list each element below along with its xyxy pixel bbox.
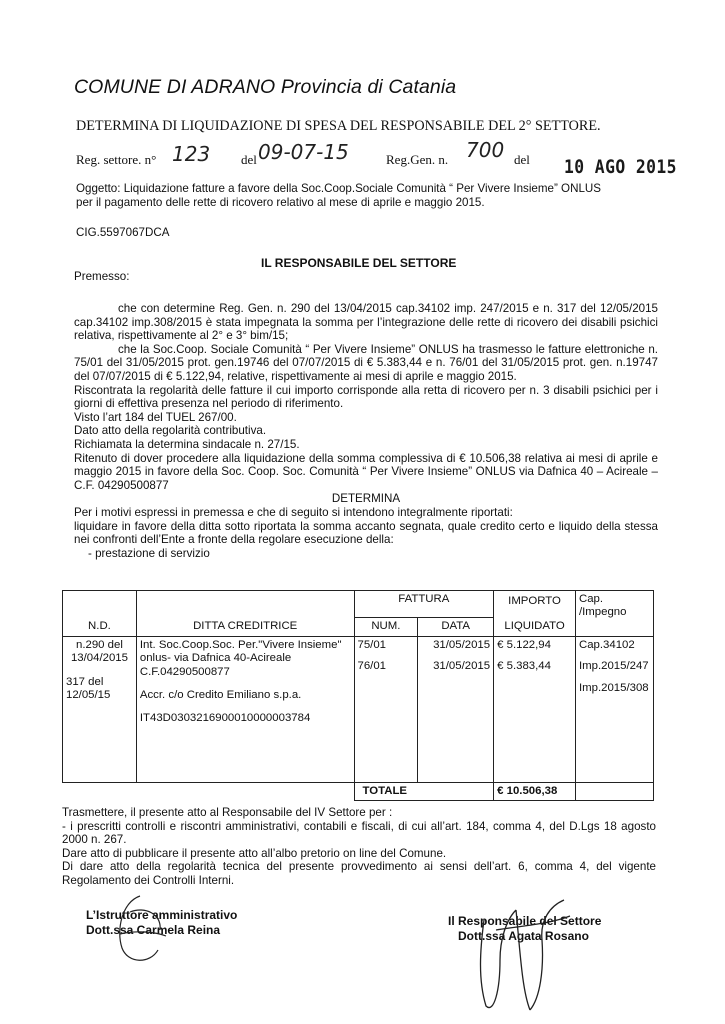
del-label: del: [241, 152, 257, 167]
document-subtitle: DETERMINA DI LIQUIDAZIONE DI SPESA DEL RESPONSABILE DEL 2° SETTORE.: [76, 118, 601, 134]
cell-nd: [63, 636, 137, 782]
paragraph-7: Ritenuto di dover procedere alla liquidazione della somma complessiva di € 10.506,38 relativa ai mesi di aprile e maggio 2015 in favore della Soc. Coop. Soc. Comunità “ Per Vivere Insieme” ONLUS via Dafnica 40 – Acireale – C.F. 04290500877: [74, 451, 658, 492]
num-2: 76/01: [357, 660, 387, 673]
cap-3: Imp.2015/308: [578, 681, 649, 694]
paragraph-3: Riscontrata la regolarità delle fatture il cui importo corrisponde alla retta di ricovero per n. 3 disabili psichici per i giorni di effettiva presenza nel periodo di riferimento.: [74, 383, 658, 411]
left-signature-role: L’Istruttore amministrativo: [86, 908, 238, 922]
date-stamp: 10 AGO 2015: [564, 156, 677, 178]
reg-gen-label: Reg.Gen. n.: [386, 152, 449, 167]
del-date-handwritten: 09-07-15: [258, 140, 349, 164]
right-handwritten-signature: [460, 880, 580, 1020]
right-signature-role: Il Responsabile del Settore: [448, 914, 602, 928]
registration-line: [76, 138, 677, 186]
header-data: DATA: [418, 618, 494, 637]
left-signature-name: Dott.ssa Carmela Reina: [86, 923, 221, 937]
header-ditta: DITTA CREDITRICE: [136, 591, 354, 637]
cap-2: Imp.2015/247: [578, 660, 649, 673]
footer-line-4: Di dare atto della regolarità tecnica del presente provvedimento ai sensi dell’art. 6, comma 4, del vigente Regolamento dei Controlli Interni.: [62, 860, 656, 887]
document-title: COMUNE DI ADRANO Provincia di Catania: [74, 76, 457, 98]
header-importo: IMPORTO: [508, 595, 561, 607]
paragraph-9: liquidare in favore della ditta sotto riportata la somma accanto segnata, quale credito certo e liquido della stessa nei confronti dell’Ente a fronte della regolare esecuzione della:: [74, 519, 658, 547]
oggetto-line-2: per il pagamento delle rette di ricovero relativo al mese di aprile e maggio 2015.: [76, 195, 485, 209]
reg-settore-label: Reg. settore. n°: [76, 152, 157, 167]
paragraph-4: Visto l’art 184 del TUEL 267/00.: [74, 410, 237, 424]
cell-data: [418, 636, 494, 782]
reg-gen-handwritten: 700: [466, 138, 505, 162]
header-num: NUM.: [354, 618, 418, 637]
paragraph-8: Per i motivi espressi in premessa e che di seguito si intendono integralmente riportati:: [74, 505, 513, 519]
bullet-prestazione: - prestazione di servizio: [88, 546, 210, 560]
cell-cap: [575, 636, 653, 782]
totale-label: TOTALE: [354, 782, 494, 800]
left-handwritten-signature: [100, 890, 180, 970]
footer-block: [62, 806, 656, 888]
invoice-table: [62, 590, 654, 801]
nd-line-1: n.290 del 13/04/2015: [70, 638, 128, 665]
paragraph-2: che la Soc.Coop. Sociale Comunità “ Per Vivere Insieme” ONLUS ha trasmesso le fatture elettroniche n. 75/01 del 31/05/2015 prot. gen.19746 del 07/07/2015 di € 5.383,44 e n. 76/01 del 31/05/2015 prot. gen. n.19747 del 07/07/2015 di € 5.122,94, relative, rispettivamente ai mesi di aprile e maggio 2015.: [74, 342, 658, 383]
oggetto-block: [76, 182, 660, 209]
header-fattura: FATTURA: [354, 591, 494, 618]
header-nd: N.D.: [63, 591, 137, 637]
right-signature-name: Dott.ssa Agata Rosano: [458, 929, 589, 943]
header-liquidato: LIQUIDATO: [504, 620, 565, 633]
reg-settore-handwritten: 123: [172, 142, 211, 166]
totale-spacer-3: [575, 782, 653, 800]
footer-line-2: - i prescritti controlli e riscontri amministrativi, contabili e fiscali, di cui all’art. 184, comma 4, del D.Lgs 18 agosto 2000 n. 267.: [62, 819, 656, 847]
oggetto-line-1: Oggetto: Liquidazione fatture a favore della Soc.Coop.Sociale Comunità “ Per Vivere Insieme” ONLUS: [76, 182, 602, 195]
del2-label: del: [514, 152, 530, 167]
header-cap: Cap. /Impegno: [575, 591, 653, 637]
cig-code: CIG.5597067DCA: [76, 226, 170, 239]
paragraph-1: che con determine Reg. Gen. n. 290 del 13/04/2015 cap.34102 imp. 247/2015 e n. 317 del 12/05/2015 cap.34102 imp.308/2015 è stata impegnata la somma per l’integrazione delle rette di ricovero dei disabili psichici relativa, rispettivamente al 2° e 3° bim/15;: [74, 302, 658, 343]
ditta-iban: IT43D0303216900010000003784: [139, 712, 311, 725]
cap-1: Cap.34102: [578, 638, 635, 651]
header-importo-cell: [494, 591, 576, 637]
ditta-line-1: Int. Soc.Coop.Soc. Per."Vivere Insieme" onlus- via Dafnica 40-Acireale C.F.04290500877: [139, 638, 342, 678]
ditta-line-2: Accr. c/o Credito Emiliano s.p.a.: [139, 689, 302, 702]
data-2: 31/05/2015: [433, 660, 491, 673]
paragraph-6: Richiamata la determina sindacale n. 27/15.: [74, 437, 300, 451]
section-heading: IL RESPONSABILE DEL SETTORE: [261, 256, 457, 270]
premesso-label: Premesso:: [74, 270, 130, 283]
importo-1: € 5.122,94: [497, 638, 551, 651]
determina-heading: DETERMINA: [331, 492, 401, 506]
totale-spacer-2: [136, 782, 354, 800]
paragraph-5: Dato atto della regolarità contributiva.: [74, 424, 267, 438]
totale-spacer-1: [63, 782, 137, 800]
cell-ditta: [136, 636, 354, 782]
cell-num: [354, 636, 418, 782]
footer-line-3: Dare atto di pubblicare il presente atto all’albo pretorio on line del Comune.: [62, 846, 447, 860]
data-1: 31/05/2015: [433, 638, 491, 651]
importo-2: € 5.383,44: [497, 660, 551, 673]
totale-value: € 10.506,38: [494, 782, 576, 800]
footer-line-1: Trasmettere, il presente atto al Responsabile del IV Settore per :: [62, 806, 393, 819]
nd-line-2: 317 del 12/05/15: [66, 675, 111, 702]
premesso-body: [74, 302, 658, 560]
num-1: 75/01: [357, 638, 387, 651]
cell-importo: [494, 636, 576, 782]
